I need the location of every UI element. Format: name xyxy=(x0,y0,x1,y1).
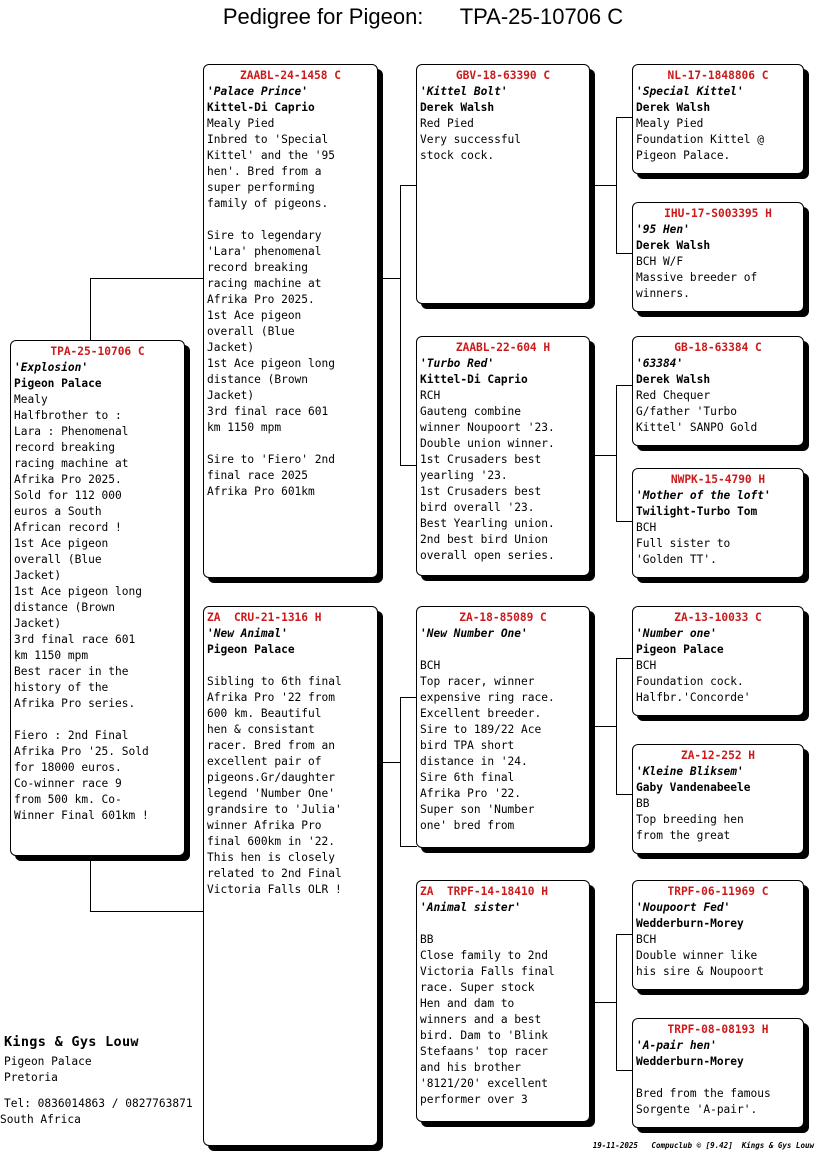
breeder-name: Wedderburn-Morey xyxy=(636,917,744,930)
pigeon-note-line: Red Chequer xyxy=(636,389,711,402)
pigeon-note-line: Lara : Phenomenal xyxy=(14,425,129,438)
ring-number: ZAABL-24-1458 C xyxy=(239,69,342,82)
pigeon-note-line: stock cock. xyxy=(420,149,495,162)
connector xyxy=(400,846,417,847)
pigeon-note-line xyxy=(14,712,184,728)
connector xyxy=(400,697,401,846)
pigeon-note-line: BB xyxy=(420,933,434,946)
ring-number: ZA CRU-21-1316 H xyxy=(207,611,322,624)
pigeon-note-line: distance (Brown xyxy=(207,373,309,386)
pigeon-note-line: from the great xyxy=(636,829,731,842)
pigeon-note-line: 'Golden TT'. xyxy=(636,553,717,566)
owner-name: Kings & Gys Louw xyxy=(4,1034,139,1050)
pigeon-note-line: Victoria Falls OLR ! xyxy=(207,883,342,896)
ring-number: IHU-17-S003395 H xyxy=(664,207,772,220)
pigeon-note-line: winners. xyxy=(636,287,690,300)
pigeon-note-line: Best racer in the xyxy=(14,665,129,678)
pigeon-card-dam[interactable] xyxy=(203,606,378,1146)
breeder-name: Kittel-Di Caprio xyxy=(420,373,528,386)
breeder-name: Pigeon Palace xyxy=(636,643,724,656)
pigeon-note-line: and his brother xyxy=(420,1061,522,1074)
pigeon-card-sd-sire[interactable] xyxy=(632,336,804,446)
pigeon-note-line: euros a South xyxy=(14,505,102,518)
ring-number: ZA TRPF-14-18410 H xyxy=(420,885,548,898)
breeder-name xyxy=(420,916,589,932)
pigeon-card-sire[interactable] xyxy=(203,64,378,578)
connector xyxy=(616,658,633,659)
ring-number: GB-18-63384 C xyxy=(674,341,762,354)
breeder-name: Derek Walsh xyxy=(420,101,495,114)
pigeon-note-line: Halfbrother to : xyxy=(14,409,122,422)
ring-number: GBV-18-63390 C xyxy=(455,69,551,82)
pigeon-card-dd-dam[interactable] xyxy=(632,1018,804,1128)
pigeon-note-line: distance in '24. xyxy=(420,755,528,768)
pigeon-note-line: 1st Ace pigeon long xyxy=(14,585,142,598)
pigeon-note-line: G/father 'Turbo xyxy=(636,405,738,418)
pigeon-note-line: Afrika Pro 2025. xyxy=(14,473,122,486)
ring-number: NWPK-15-4790 H xyxy=(670,473,766,486)
connector xyxy=(400,185,401,465)
footer-credit: 19-11-2025 Compuclub © [9.42] Kings & Gys Louw xyxy=(592,1141,814,1150)
pigeon-note-line: related to 2nd Final xyxy=(207,867,342,880)
pigeon-note-line: BCH xyxy=(636,659,657,672)
pigeon-note-line: Inbred to 'Special xyxy=(207,133,329,146)
pigeon-note-line: Mealy xyxy=(14,393,48,406)
pigeon-note-line: hen & consistant xyxy=(207,723,315,736)
pigeon-note-line: Kittel' and the '95 xyxy=(207,149,335,162)
breeder-name: Derek Walsh xyxy=(636,239,711,252)
pigeon-card-dam-dam[interactable] xyxy=(416,880,590,1122)
pigeon-note-line: Close family to 2nd xyxy=(420,949,548,962)
pigeon-note-line: Mealy Pied xyxy=(207,117,275,130)
ring-number: TPA-25-10706 C xyxy=(50,345,145,358)
connector xyxy=(616,1070,633,1071)
connector xyxy=(616,117,633,118)
pigeon-note-line: km 1150 mpm xyxy=(14,649,89,662)
pigeon-note-line: his sire & Noupoort xyxy=(636,965,764,978)
breeder-name: Derek Walsh xyxy=(636,373,711,386)
pigeon-note-line: Full sister to xyxy=(636,537,731,550)
pigeon-note-line: one' bred from xyxy=(420,819,515,832)
pigeon-note-line: Kittel' SANPO Gold xyxy=(636,421,758,434)
owner-country: South Africa xyxy=(0,1113,81,1126)
pigeon-note-line: Jacket) xyxy=(14,617,62,630)
pigeon-note-line: BB xyxy=(636,797,650,810)
pigeon-note-line: Jacket) xyxy=(207,341,255,354)
pigeon-note-line: 1st Crusaders best xyxy=(420,453,542,466)
pigeon-note-line: record breaking xyxy=(14,441,116,454)
breeder-name xyxy=(420,642,589,658)
ring-number: TRPF-08-08193 H xyxy=(667,1023,769,1036)
pigeon-name: '63384' xyxy=(636,357,684,370)
pigeon-note-line: Massive breeder of xyxy=(636,271,758,284)
pigeon-note-line: RCH xyxy=(420,389,441,402)
pigeon-note-line: 1st Ace pigeon xyxy=(14,537,109,550)
page-title: Pedigree for Pigeon: TPA-25-10706 C xyxy=(222,4,624,29)
pigeon-note-line: BCH xyxy=(636,521,657,534)
pigeon-card-sire-sire[interactable] xyxy=(416,64,590,304)
owner-city: Pretoria xyxy=(4,1071,58,1084)
connector xyxy=(90,278,204,279)
breeder-name: Pigeon Palace xyxy=(207,643,295,656)
pigeon-note-line: 3rd final race 601 xyxy=(207,405,329,418)
pigeon-name: 'Number one' xyxy=(636,627,717,640)
pigeon-name: 'Mother of the loft' xyxy=(636,489,771,502)
pigeon-note-line: overall open series. xyxy=(420,549,555,562)
pigeon-note-line: legend 'Number One' xyxy=(207,787,335,800)
pigeon-note-line: for 18000 euros. xyxy=(14,761,122,774)
pigeon-note-line: racing machine at xyxy=(14,457,129,470)
pigeon-card-ss-dam[interactable] xyxy=(632,202,804,312)
connector xyxy=(592,455,617,456)
pigeon-note-line xyxy=(207,212,377,228)
pigeon-note-line: grandsire to 'Julia' xyxy=(207,803,342,816)
pigeon-card-ds-dam[interactable] xyxy=(632,744,804,854)
pigeon-note-line: record breaking xyxy=(207,261,309,274)
pigeon-note-line: Sire to legendary xyxy=(207,229,322,242)
pigeon-note-line: Very successful xyxy=(420,133,522,146)
ring-number: ZA-18-85089 C xyxy=(459,611,547,624)
pigeon-note-line: Afrika Pro 601km xyxy=(207,485,315,498)
connector xyxy=(616,658,617,794)
pigeon-note-line: Foundation cock. xyxy=(636,675,744,688)
pigeon-note-line: final 600km in '22. xyxy=(207,835,335,848)
connector xyxy=(90,856,91,912)
breeder-name: Twilight-Turbo Tom xyxy=(636,505,758,518)
breeder-name: Derek Walsh xyxy=(636,101,711,114)
pigeon-card-dam-sire[interactable] xyxy=(416,606,590,848)
connector xyxy=(616,521,633,522)
pigeon-card-ss-sire[interactable] xyxy=(632,64,804,174)
breeder-name: Wedderburn-Morey xyxy=(636,1055,744,1068)
pigeon-name: 'Animal sister' xyxy=(420,901,522,914)
owner-phone: Tel: 0836014863 / 0827763871 xyxy=(4,1097,193,1110)
pigeon-note-line: Excellent breeder. xyxy=(420,707,542,720)
pigeon-note-line: Sire to 189/22 Ace xyxy=(420,723,542,736)
pigeon-note-line: from 500 km. Co- xyxy=(14,793,122,806)
pigeon-name: 'Special Kittel' xyxy=(636,85,744,98)
pigeon-note-line: Sire to 'Fiero' 2nd xyxy=(207,453,335,466)
pigeon-note-line: overall (Blue xyxy=(207,325,295,338)
pigeon-name: 'New Number One' xyxy=(420,627,528,640)
pigeon-note-line: BCH W/F xyxy=(636,255,684,268)
breeder-name: Gaby Vandenabeele xyxy=(636,781,751,794)
pigeon-note-line: overall (Blue xyxy=(14,553,102,566)
pigeon-note-line: bird overall '23. xyxy=(420,501,535,514)
pigeon-note-line: 3rd final race 601 xyxy=(14,633,136,646)
pigeon-note-line: racing machine at xyxy=(207,277,322,290)
breeder-name: Kittel-Di Caprio xyxy=(207,101,315,114)
pigeon-note-line: Gauteng combine xyxy=(420,405,522,418)
ring-number: TRPF-06-11969 C xyxy=(667,885,769,898)
pigeon-note-line: final race 2025 xyxy=(207,469,309,482)
pigeon-name: 'A-pair hen' xyxy=(636,1039,717,1052)
pigeon-note-line: 600 km. Beautiful xyxy=(207,707,322,720)
pigeon-name: 'Kleine Bliksem' xyxy=(636,765,744,778)
pigeon-note-line: performer over 3 xyxy=(420,1093,528,1106)
pigeon-note-line: Pigeon Palace. xyxy=(636,149,731,162)
pigeon-note-line: pigeons.Gr/daughter xyxy=(207,771,335,784)
pigeon-note-line: Afrika Pro '22 from xyxy=(207,691,335,704)
connector xyxy=(592,1002,617,1003)
pigeon-note-line: distance (Brown xyxy=(14,601,116,614)
pigeon-note-line: Sibling to 6th final xyxy=(207,675,342,688)
pigeon-note-line: Stefaans' top racer xyxy=(420,1045,548,1058)
pigeon-card-sd-dam[interactable] xyxy=(632,468,804,578)
pigeon-note-line: 1st Ace pigeon xyxy=(207,309,302,322)
connector xyxy=(592,185,617,186)
pigeon-note-line: Top racer, winner xyxy=(420,675,535,688)
pigeon-note-line: Top breeding hen xyxy=(636,813,744,826)
pigeon-card-ds-sire[interactable] xyxy=(632,606,804,716)
pigeon-note-line xyxy=(207,658,377,674)
pigeon-card-sire-dam[interactable] xyxy=(416,336,590,576)
pigeon-note-line: Victoria Falls final xyxy=(420,965,555,978)
breeder-name: Pigeon Palace xyxy=(14,377,102,390)
pigeon-note-line: history of the xyxy=(14,681,109,694)
connector xyxy=(616,934,633,935)
pigeon-name: 'Palace Prince' xyxy=(207,85,309,98)
connector xyxy=(616,385,633,386)
connector xyxy=(592,726,617,727)
pigeon-note-line: Red Pied xyxy=(420,117,474,130)
connector xyxy=(616,794,633,795)
pigeon-note-line: Afrika Pro 2025. xyxy=(207,293,315,306)
pigeon-note-line: yearling '23. xyxy=(420,469,508,482)
pigeon-note-line: Bred from the famous xyxy=(636,1087,771,1100)
pigeon-card-subject[interactable] xyxy=(10,340,185,856)
pigeon-note-line: Sire 6th final xyxy=(420,771,515,784)
pigeon-name: '95 Hen' xyxy=(636,223,690,236)
owner-block xyxy=(0,1034,193,1128)
pigeon-note-line: Double winner like xyxy=(636,949,758,962)
pigeon-note-line: Halfbr.'Concorde' xyxy=(636,691,751,704)
pigeon-note-line: Co-winner race 9 xyxy=(14,777,122,790)
pigeon-note-line: Afrika Pro '25. Sold xyxy=(14,745,149,758)
connector xyxy=(400,185,417,186)
pigeon-note-line: 1st Ace pigeon long xyxy=(207,357,335,370)
pigeon-note-line: hen'. Bred from a xyxy=(207,165,322,178)
owner-loft: Pigeon Palace xyxy=(4,1055,92,1068)
pigeon-note-line: excellent pair of xyxy=(207,755,322,768)
pigeon-note-line: African record ! xyxy=(14,521,122,534)
pigeon-name: 'New Animal' xyxy=(207,627,288,640)
pigeon-note-line: 1st Crusaders best xyxy=(420,485,542,498)
pigeon-note-line: winner Afrika Pro xyxy=(207,819,322,832)
pigeon-note-line: 'Lara' phenomenal xyxy=(207,245,322,258)
pigeon-note-line: Afrika Pro '22. xyxy=(420,787,522,800)
pigeon-note-line: Sold for 112 000 xyxy=(14,489,122,502)
pigeon-name: 'Noupoort Fed' xyxy=(636,901,731,914)
connector xyxy=(616,385,617,521)
connector xyxy=(380,278,401,279)
pigeon-note-line: Jacket) xyxy=(14,569,62,582)
pigeon-note-line: Foundation Kittel @ xyxy=(636,133,764,146)
pigeon-note-line: Sorgente 'A-pair'. xyxy=(636,1103,758,1116)
pigeon-note-line: family of pigeons. xyxy=(207,197,329,210)
pigeon-note-line: Winner Final 601km ! xyxy=(14,809,149,822)
connector xyxy=(380,762,401,763)
pigeon-note-line: Mealy Pied xyxy=(636,117,704,130)
pigeon-note-line: km 1150 mpm xyxy=(207,421,282,434)
pigeon-note-line: Super son 'Number xyxy=(420,803,535,816)
pigeon-note-line: winners and a best xyxy=(420,1013,542,1026)
pigeon-note-line: Fiero : 2nd Final xyxy=(14,729,129,742)
pigeon-note-line: Hen and dam to xyxy=(420,997,515,1010)
pigeon-note-line: bird TPA short xyxy=(420,739,515,752)
pigeon-note-line xyxy=(636,1070,803,1086)
pigeon-note-line: Double union winner. xyxy=(420,437,555,450)
pigeon-note-line: BCH xyxy=(420,659,441,672)
pigeon-note-line: expensive ring race. xyxy=(420,691,555,704)
pigeon-note-line: Jacket) xyxy=(207,389,255,402)
pigeon-note-line: Afrika Pro series. xyxy=(14,697,136,710)
pigeon-name: 'Kittel Bolt' xyxy=(420,85,508,98)
ring-number: ZA-12-252 H xyxy=(680,749,756,762)
pigeon-name: 'Explosion' xyxy=(14,361,89,374)
connector xyxy=(616,117,617,253)
connector xyxy=(90,911,204,912)
pigeon-note-line: '8121/20' excellent xyxy=(420,1077,548,1090)
pigeon-note-line: racer. Bred from an xyxy=(207,739,335,752)
pigeon-note-line: BCH xyxy=(636,933,657,946)
pigeon-note-line: This hen is closely xyxy=(207,851,335,864)
connector xyxy=(90,278,91,340)
ring-number: NL-17-1848806 C xyxy=(667,69,769,82)
ring-number: ZAABL-22-604 H xyxy=(455,341,551,354)
pigeon-note-line: Best Yearling union. xyxy=(420,517,555,530)
ring-number: ZA-13-10033 C xyxy=(674,611,762,624)
pigeon-note-line: 2nd best bird Union xyxy=(420,533,548,546)
pigeon-note-line: bird. Dam to 'Blink xyxy=(420,1029,548,1042)
pigeon-name: 'Turbo Red' xyxy=(420,357,495,370)
connector xyxy=(616,253,633,254)
pigeon-card-dd-sire[interactable] xyxy=(632,880,804,990)
connector xyxy=(616,934,617,1070)
pigeon-note-line: race. Super stock xyxy=(420,981,535,994)
pigeon-note-line xyxy=(207,436,377,452)
pigeon-note-line: super performing xyxy=(207,181,315,194)
connector xyxy=(400,465,417,466)
connector xyxy=(400,697,417,698)
pigeon-note-line: winner Noupoort '23. xyxy=(420,421,555,434)
